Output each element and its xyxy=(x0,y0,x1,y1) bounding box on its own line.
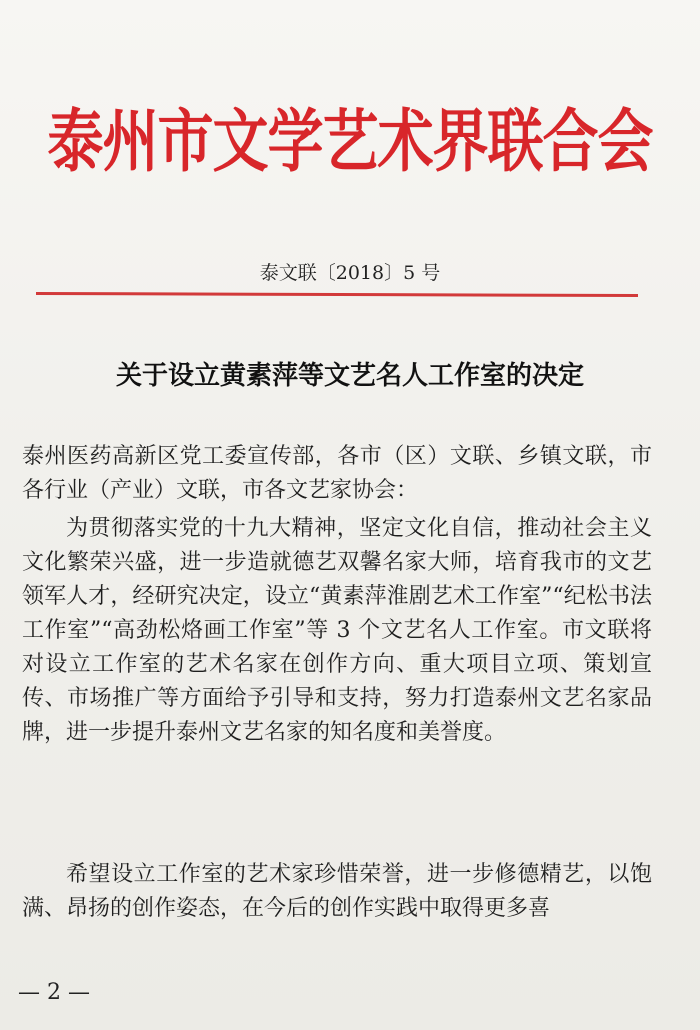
masthead-title: 泰州市文学艺术界联合会 xyxy=(47,101,653,182)
salutation-paragraph: 泰州医药高新区党工委宣传部，各市（区）文联、乡镇文联，市各行业（产业）文联，市各文艺家协会： xyxy=(22,444,652,503)
document-number: 泰文联〔2018〕5 号 xyxy=(259,262,441,284)
page-number: — 2 — xyxy=(18,980,90,1005)
document-title: 关于设立黄素萍等文艺名人工作室的决定 xyxy=(115,361,584,391)
body-paragraph-2: 希望设立工作室的艺术家珍惜荣誉，进一步修德精艺，以饱满、昂扬的创作姿态，在今后的创作实践中取得更多喜 xyxy=(22,862,652,921)
red-divider-line xyxy=(36,292,638,297)
body-paragraph-1: 为贯彻落实党的十九大精神，坚定文化自信，推动社会主义文化繁荣兴盛，进一步造就德艺双馨名家大师，培育我市的文艺领军人才，经研究决定，设立“黄素萍淮剧艺术工作室”“纪松书法工作室”“高劲松烙画工作室”等 3 个文艺名人工作室。市文联将对设立工作室的艺术名家在创作方向、重大项目立项、策划宣传、市场推广等方面给予引导和支持，努力打造泰州文艺名家品牌，进一步提升泰州文艺名家的知名度和美誉度。 xyxy=(22,516,652,745)
